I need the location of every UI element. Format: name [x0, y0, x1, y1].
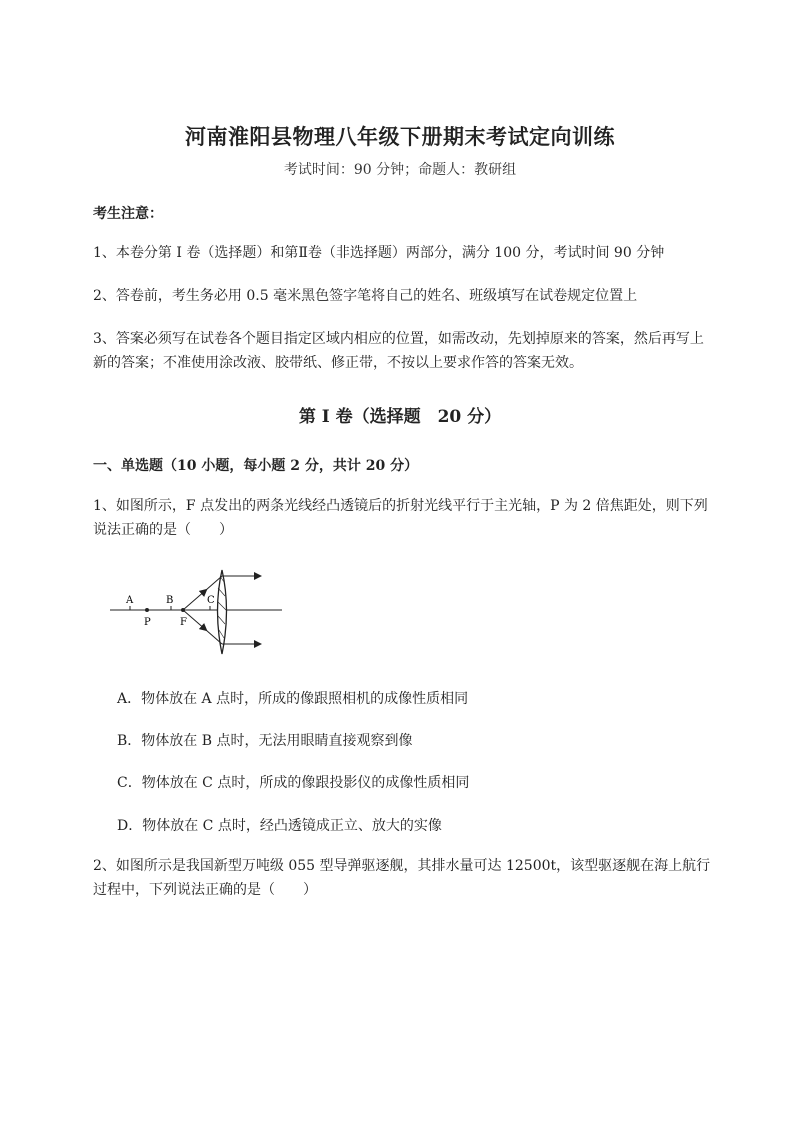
question-1-stem: 1、如图所示，F 点发出的两条光线经凸透镜后的折射光线平行于主光轴，P 为 2 倍焦距处，则下列说法正确的是（ ） — [93, 498, 708, 538]
label-b: B — [166, 595, 174, 606]
question-2-stem: 2、如图所示是我国新型万吨级 055 型导弹驱逐舰，其排水量可达 12500t，该型驱逐舰在海上航行过程中，下列说法正确的是（ ） — [93, 858, 711, 898]
label-f: F — [180, 617, 187, 628]
question-1-option-a: A．物体放在 A 点时，所成的像跟照相机的成像性质相同 — [117, 691, 469, 707]
notice-item-1: 1、本卷分第 I 卷（选择题）和第Ⅱ卷（非选择题）两部分，满分 100 分，考试时间 90 分钟 — [93, 245, 665, 261]
notice-item-3: 3、答案必须写在试卷各个题目指定区域内相应的位置，如需改动，先划掉原来的答案，然后再写上新的答案；不准使用涂改液、胶带纸、修正带，不按以上要求作答的答案无效。 — [93, 331, 704, 371]
notice-item-2: 2、答卷前，考生务必用 0.5 毫米黑色签字笔将自己的姓名、班级填写在试卷规定位置上 — [93, 288, 638, 304]
notice-heading: 考生注意： — [93, 206, 163, 222]
label-a: A — [126, 595, 134, 606]
exam-title: 河南淮阳县物理八年级下册期末考试定向训练 — [185, 124, 615, 149]
question-1-option-b: B．物体放在 B 点时，无法用眼睛直接观察到像 — [117, 733, 413, 749]
ray-up-incident — [183, 590, 206, 610]
label-p: P — [144, 617, 151, 628]
question-1-option-d: D．物体放在 C 点时，经凸透镜成正立、放大的实像 — [117, 818, 442, 834]
question-1-option-c: C．物体放在 C 点时，所成的像跟投影仪的成像性质相同 — [117, 775, 470, 791]
section-title: 第 I 卷（选择题 20 分） — [298, 407, 502, 427]
label-c: C — [207, 595, 215, 606]
point-p — [145, 608, 149, 612]
part-heading: 一、单选题（10 小题，每小题 2 分，共计 20 分） — [93, 458, 419, 474]
lens-diagram — [110, 568, 290, 660]
exam-subtitle: 考试时间：90 分钟；命题人：教研组 — [283, 162, 517, 178]
